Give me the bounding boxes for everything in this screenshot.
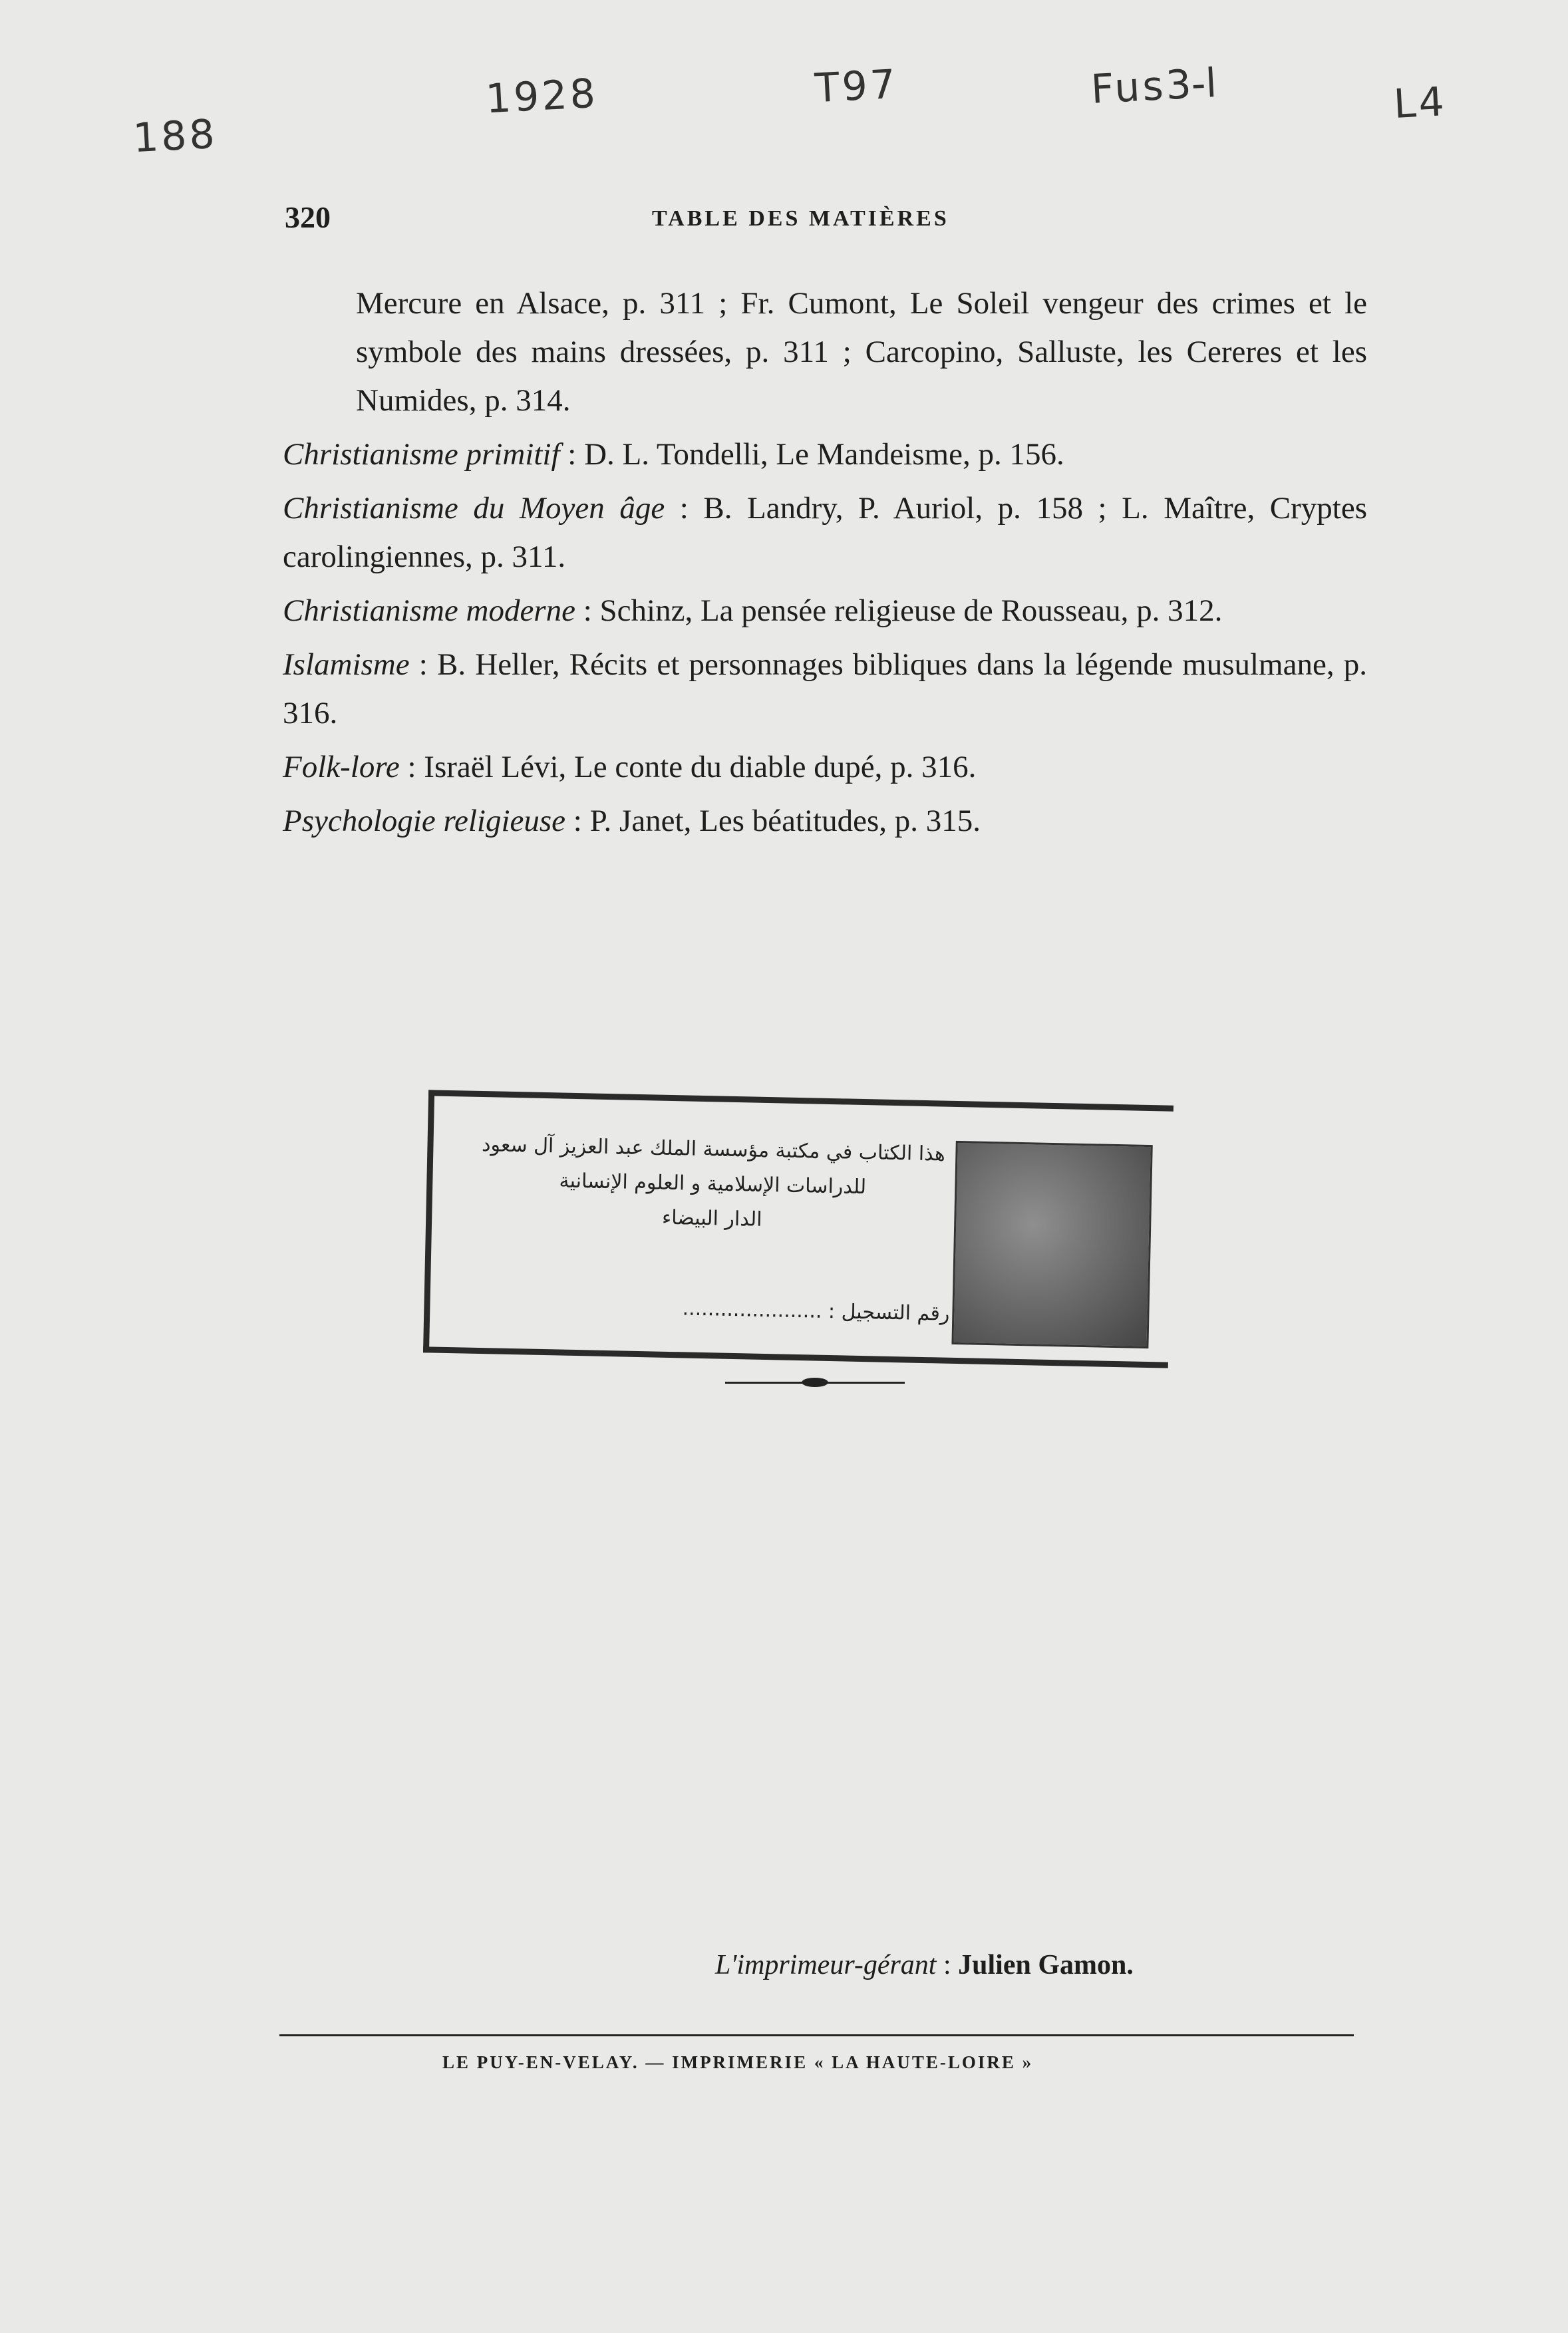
imprint-line: LE PUY-EN-VELAY. — IMPRIMERIE « LA HAUTE-LOIRE » [442,2052,1034,2072]
running-head: TABLE DES MATIÈRES [652,206,949,231]
toc-entry [283,587,1367,635]
stamp-line: للدراسات الإسلامية و العلوم الإنسانية [559,1169,867,1199]
toc-text: : B. Heller, Récits et personnages bibliques dans la légende musulmane, p. 316. [283,647,1367,730]
toc-subject: Christianisme moderne [283,593,575,628]
stamp-text [472,1128,953,1326]
stamp-line: الدار البيضاء [661,1205,762,1231]
printer-name: Julien Gamon. [958,1950,1134,1980]
footer-rule [279,2034,1354,2036]
toc-entry [283,484,1367,581]
stamp-line: هذا الكتاب في مكتبة مؤسسة الملك عبد العزيز آل سعود [481,1133,946,1166]
toc-text: : Schinz, La pensée religieuse de Rousseau, p. 312. [575,593,1223,628]
toc-text: : P. Janet, Les béatitudes, p. 315. [565,804,981,838]
printer-role: L'imprimeur-gérant [715,1950,937,1980]
toc-entry [283,743,1367,792]
toc-subject: Psychologie religieuse [283,804,566,838]
toc-text: : Israël Lévi, Le conte du diable dupé, p. 316. [399,750,977,784]
section-ornament [725,1377,905,1388]
toc-continuation: Mercure en Alsace, p. 311 ; Fr. Cumont, Le Soleil vengeur des crimes et le symbole des mains dressées, p. 311 ; Carcopino, Salluste, les Cereres et les Numides, p. 314. [356,286,1367,418]
handwritten-annotation: 1928 [484,70,599,123]
handwritten-annotation: 188 [132,110,219,162]
toc-subject: Christianisme primitif [283,437,560,472]
table-of-contents [283,279,1367,846]
handwritten-annotation: L4 [1392,78,1448,128]
stamp-registration: رقم التسجيل : ...................... [682,1297,950,1326]
toc-subject: Folk-lore [283,750,400,784]
handwritten-annotation: Fusا-3 [1090,60,1218,113]
toc-entry [283,641,1367,738]
toc-text: : D. L. Tondelli, Le Mandeisme, p. 156. [559,437,1064,472]
printer-separator: : [936,1950,959,1980]
library-stamp [423,1090,1174,1368]
printer-credit [715,1949,1134,1981]
toc-entry [283,430,1367,479]
handwritten-annotation: T97 [814,61,899,112]
page-number: 320 [285,200,331,234]
toc-text: : B. Landry, P. Auriol, p. 158 ; L. Maître, Cryptes carolingiennes, p. 311. [283,491,1367,574]
toc-subject: Christianisme du Moyen âge [283,491,665,526]
toc-subject: Islamisme [283,647,410,682]
toc-entry [283,797,1367,846]
stamp-emblem [951,1141,1152,1348]
